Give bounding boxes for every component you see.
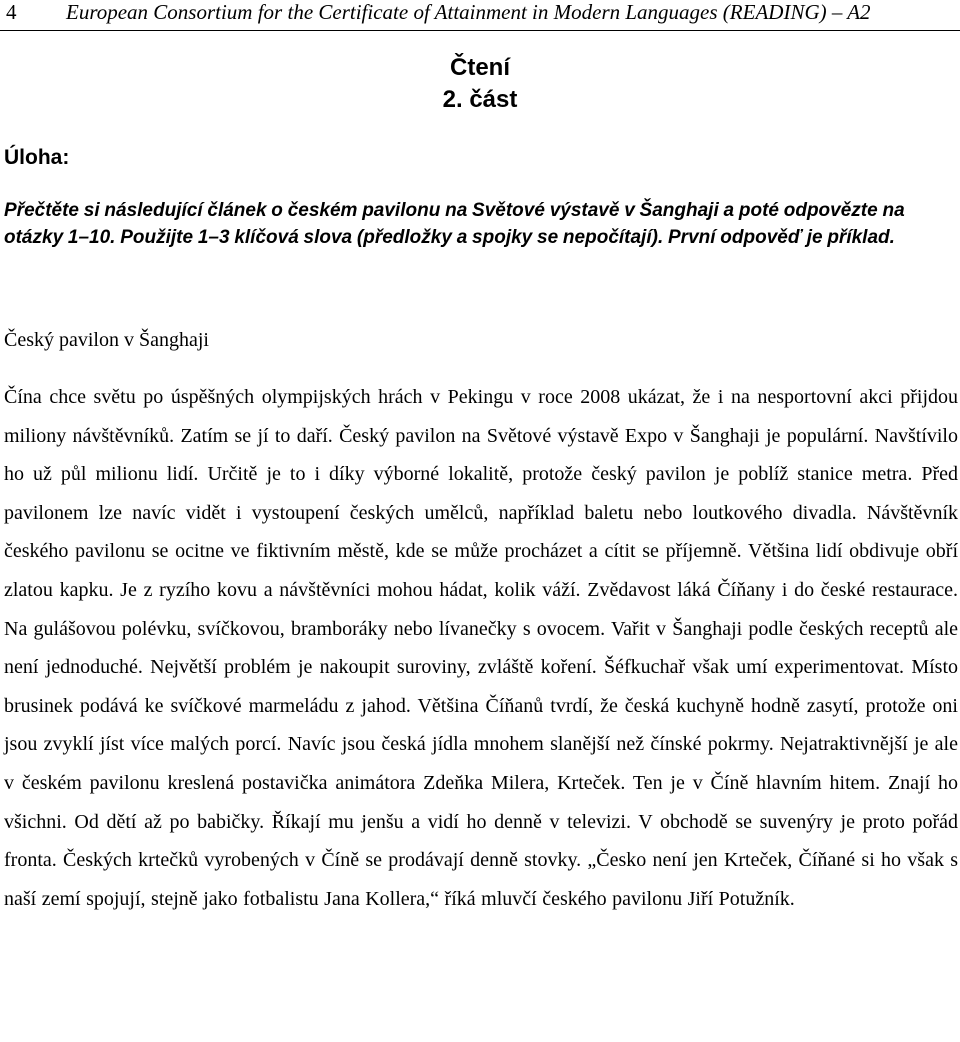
page-number: 4: [6, 0, 17, 24]
article-body: Čína chce světu po úspěšných olympijských hrách v Pekingu v roce 2008 ukázat, že i na nesportovní akci přijdou miliony návštěvníků. Zatím se jí to daří. Český pavilon na Světové výstavě Expo v Šanghaji je populární. Navštívilo ho už půl milionu lidí. Určitě je to i díky výborné lokalitě, protože český pavilon je poblíž stanice metra. Před pavilonem lze navíc vidět i vystoupení českých umělců, například baletu nebo loutkového divadla. Návštěvník českého pavilonu se ocitne ve fiktivním městě, kde se může procházet a cítit se příjemně. Většina lidí obdivuje obří zlatou kapku. Je z ryzího kovu a návštěvníci mohou hádat, kolik váží. Zvědavost láká Číňany i do české restaurace. Na gulášovou polévku, svíčkovou, bramboráky nebo lívanečky s ovocem. Vařit v Šanghaji podle českých receptů ale není jednoduché. Největší problém je nakoupit suroviny, zvláště koření. Šéfkuchař však umí experimentovat. Místo brusinek podává ke svíčkové marmeládu z jahod. Většina Číňanů tvrdí, že česká kuchyně hodně zasytí, protože oni jsou zvyklí jíst více malých porcí. Navíc jsou česká jídla mnohem slanější než čínské pokrmy. Nejatraktivnější je ale v českém pavilonu kreslená postavička animátora Zdeňka Milera, Krteček. Ten je v Číně hlavním hitem. Znají ho všichni. Od dětí až po babičky. Říkají mu jenšu a vidí ho denně v televizi. V obchodě se suvenýry je proto pořád fronta. Českých krtečků vyrobených v Číně se prodávají denně stovky. „Česko není jen Krteček, Číňané si ho však s naší zemí spojují, stejně jako fotbalistu Jana Kollera,“ říká mluvčí českého pavilonu Jiří Potužník.: [4, 386, 958, 910]
header-title: European Consortium for the Certificate of Attainment in Modern Languages (READING) – A2: [66, 0, 871, 24]
article-title: Český pavilon v Šanghaji: [4, 329, 209, 351]
task-instructions: Přečtěte si následující článek o českém pavilonu na Světové výstavě v Šanghaji a poté odpovězte na otázky 1–10. Použijte 1–3 klíčová slova (předložky a spojky se nepočítají). První odpověď je příklad.: [4, 200, 905, 248]
section-subtitle: 2. část: [442, 86, 518, 113]
section-title: Čtení: [450, 54, 510, 81]
running-header: [6, 0, 954, 24]
header-rule: [0, 30, 960, 31]
task-label: Úloha:: [4, 146, 70, 169]
